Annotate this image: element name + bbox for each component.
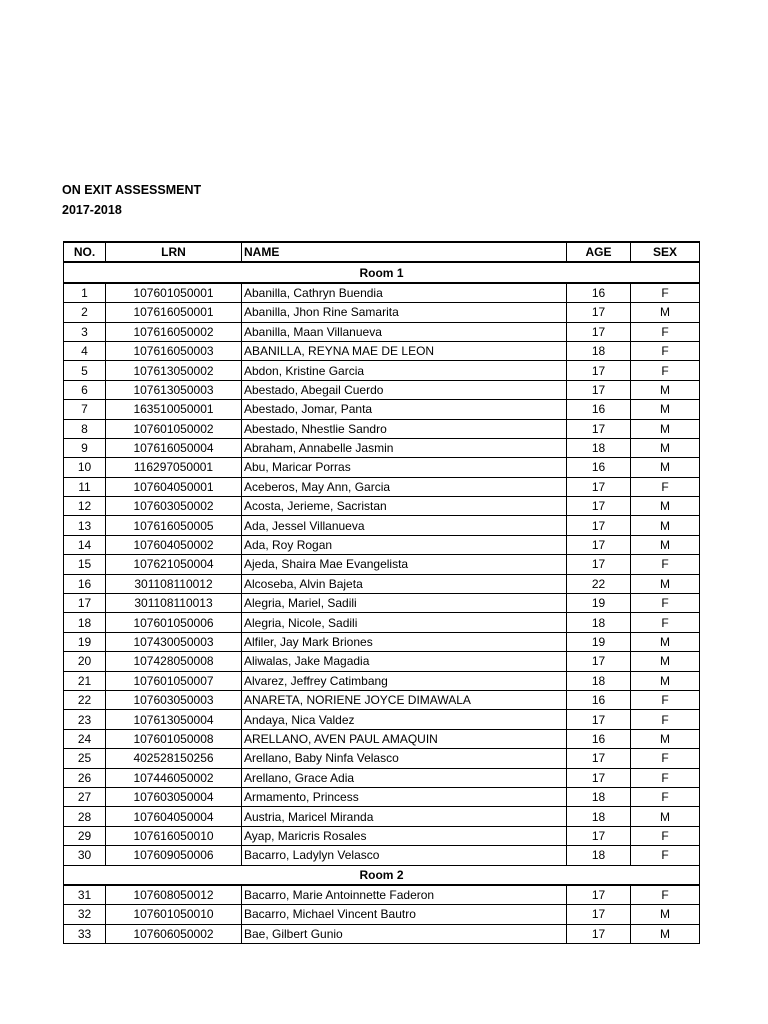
cell-no: 5 bbox=[64, 361, 106, 380]
cell-no: 12 bbox=[64, 497, 106, 516]
cell-age: 17 bbox=[567, 322, 631, 341]
cell-sex: M bbox=[631, 905, 700, 924]
cell-sex: M bbox=[631, 497, 700, 516]
cell-age: 17 bbox=[567, 303, 631, 322]
cell-no: 21 bbox=[64, 671, 106, 690]
table-row bbox=[64, 710, 700, 729]
cell-age: 17 bbox=[567, 885, 631, 905]
cell-age: 18 bbox=[567, 787, 631, 806]
table-row bbox=[64, 419, 700, 438]
cell-name: Alegria, Nicole, Sadili bbox=[242, 613, 567, 632]
cell-age: 16 bbox=[567, 458, 631, 477]
cell-name: Abdon, Kristine Garcia bbox=[242, 361, 567, 380]
table-header-row bbox=[64, 242, 700, 262]
cell-lrn: 107604050004 bbox=[106, 807, 242, 826]
cell-name: Bacarro, Ladylyn Velasco bbox=[242, 846, 567, 865]
cell-age: 17 bbox=[567, 710, 631, 729]
cell-lrn: 107601050007 bbox=[106, 671, 242, 690]
cell-age: 17 bbox=[567, 380, 631, 399]
cell-name: Armamento, Princess bbox=[242, 787, 567, 806]
cell-age: 18 bbox=[567, 671, 631, 690]
table-row bbox=[64, 535, 700, 554]
cell-name: Ada, Jessel Villanueva bbox=[242, 516, 567, 535]
cell-lrn: 301108110012 bbox=[106, 574, 242, 593]
cell-lrn: 107616050010 bbox=[106, 826, 242, 845]
cell-lrn: 107609050006 bbox=[106, 846, 242, 865]
room-header-row bbox=[64, 865, 700, 885]
cell-lrn: 107601050001 bbox=[106, 283, 242, 303]
cell-sex: F bbox=[631, 787, 700, 806]
cell-lrn: 107608050012 bbox=[106, 885, 242, 905]
cell-age: 18 bbox=[567, 613, 631, 632]
cell-no: 16 bbox=[64, 574, 106, 593]
cell-sex: M bbox=[631, 516, 700, 535]
cell-no: 31 bbox=[64, 885, 106, 905]
header-lrn: LRN bbox=[106, 242, 242, 262]
cell-lrn: 107604050002 bbox=[106, 535, 242, 554]
table-body bbox=[64, 262, 700, 943]
cell-name: Aceberos, May Ann, Garcia bbox=[242, 477, 567, 496]
cell-sex: F bbox=[631, 322, 700, 341]
cell-age: 22 bbox=[567, 574, 631, 593]
cell-sex: M bbox=[631, 729, 700, 748]
room-label: Room 1 bbox=[64, 262, 700, 282]
cell-age: 17 bbox=[567, 516, 631, 535]
cell-no: 22 bbox=[64, 690, 106, 709]
cell-name: Abanilla, Maan Villanueva bbox=[242, 322, 567, 341]
cell-sex: M bbox=[631, 419, 700, 438]
cell-age: 17 bbox=[567, 652, 631, 671]
cell-no: 14 bbox=[64, 535, 106, 554]
cell-age: 17 bbox=[567, 826, 631, 845]
cell-no: 13 bbox=[64, 516, 106, 535]
cell-sex: M bbox=[631, 438, 700, 457]
cell-age: 17 bbox=[567, 535, 631, 554]
cell-no: 8 bbox=[64, 419, 106, 438]
table-row bbox=[64, 400, 700, 419]
document-title: ON EXIT ASSESSMENT bbox=[62, 183, 202, 197]
cell-sex: M bbox=[631, 671, 700, 690]
table-row bbox=[64, 749, 700, 768]
cell-age: 17 bbox=[567, 477, 631, 496]
cell-lrn: 107616050004 bbox=[106, 438, 242, 457]
table-row bbox=[64, 497, 700, 516]
cell-sex: F bbox=[631, 885, 700, 905]
cell-age: 17 bbox=[567, 749, 631, 768]
cell-age: 18 bbox=[567, 438, 631, 457]
cell-name: Ajeda, Shaira Mae Evangelista bbox=[242, 555, 567, 574]
cell-sex: F bbox=[631, 477, 700, 496]
cell-no: 24 bbox=[64, 729, 106, 748]
table-row bbox=[64, 729, 700, 748]
table-row bbox=[64, 905, 700, 924]
header-name: NAME bbox=[242, 242, 567, 262]
cell-sex: F bbox=[631, 594, 700, 613]
student-table bbox=[63, 241, 700, 944]
cell-name: Alcoseba, Alvin Bajeta bbox=[242, 574, 567, 593]
cell-sex: F bbox=[631, 613, 700, 632]
cell-name: Abestado, Nhestlie Sandro bbox=[242, 419, 567, 438]
table-row bbox=[64, 322, 700, 341]
cell-sex: M bbox=[631, 652, 700, 671]
cell-no: 6 bbox=[64, 380, 106, 399]
cell-name: Bae, Gilbert Gunio bbox=[242, 924, 567, 943]
cell-age: 19 bbox=[567, 632, 631, 651]
table-row bbox=[64, 516, 700, 535]
cell-lrn: 107601050010 bbox=[106, 905, 242, 924]
table-row bbox=[64, 438, 700, 457]
cell-name: Abestado, Jomar, Panta bbox=[242, 400, 567, 419]
cell-sex: F bbox=[631, 690, 700, 709]
cell-name: Alfiler, Jay Mark Briones bbox=[242, 632, 567, 651]
cell-no: 17 bbox=[64, 594, 106, 613]
cell-name: Acosta, Jerieme, Sacristan bbox=[242, 497, 567, 516]
cell-name: Alegria, Mariel, Sadili bbox=[242, 594, 567, 613]
cell-sex: M bbox=[631, 924, 700, 943]
cell-name: Arellano, Baby Ninfa Velasco bbox=[242, 749, 567, 768]
cell-no: 19 bbox=[64, 632, 106, 651]
cell-no: 20 bbox=[64, 652, 106, 671]
cell-sex: F bbox=[631, 846, 700, 865]
cell-lrn: 402528150256 bbox=[106, 749, 242, 768]
cell-sex: M bbox=[631, 535, 700, 554]
school-year: 2017-2018 bbox=[62, 203, 122, 217]
cell-name: Arellano, Grace Adia bbox=[242, 768, 567, 787]
cell-age: 17 bbox=[567, 419, 631, 438]
cell-no: 33 bbox=[64, 924, 106, 943]
cell-lrn: 107601050006 bbox=[106, 613, 242, 632]
cell-lrn: 107604050001 bbox=[106, 477, 242, 496]
cell-name: Bacarro, Michael Vincent Bautro bbox=[242, 905, 567, 924]
table-row bbox=[64, 361, 700, 380]
cell-lrn: 301108110013 bbox=[106, 594, 242, 613]
cell-lrn: 107603050003 bbox=[106, 690, 242, 709]
table-row bbox=[64, 807, 700, 826]
cell-sex: F bbox=[631, 768, 700, 787]
cell-lrn: 107616050002 bbox=[106, 322, 242, 341]
cell-lrn: 107601050002 bbox=[106, 419, 242, 438]
cell-name: Abestado, Abegail Cuerdo bbox=[242, 380, 567, 399]
table-row bbox=[64, 477, 700, 496]
cell-lrn: 163510050001 bbox=[106, 400, 242, 419]
cell-age: 16 bbox=[567, 400, 631, 419]
cell-name: Alvarez, Jeffrey Catimbang bbox=[242, 671, 567, 690]
cell-name: ABANILLA, REYNA MAE DE LEON bbox=[242, 341, 567, 360]
cell-lrn: 107621050004 bbox=[106, 555, 242, 574]
table-row bbox=[64, 924, 700, 943]
cell-no: 29 bbox=[64, 826, 106, 845]
cell-sex: M bbox=[631, 632, 700, 651]
cell-name: ARELLANO, AVEN PAUL AMAQUIN bbox=[242, 729, 567, 748]
cell-no: 28 bbox=[64, 807, 106, 826]
table-row bbox=[64, 458, 700, 477]
cell-age: 17 bbox=[567, 361, 631, 380]
table-row bbox=[64, 652, 700, 671]
cell-age: 17 bbox=[567, 905, 631, 924]
cell-age: 18 bbox=[567, 846, 631, 865]
cell-name: Bacarro, Marie Antoinnette Faderon bbox=[242, 885, 567, 905]
cell-no: 32 bbox=[64, 905, 106, 924]
cell-no: 23 bbox=[64, 710, 106, 729]
cell-name: Ada, Roy Rogan bbox=[242, 535, 567, 554]
table-row bbox=[64, 283, 700, 303]
cell-age: 17 bbox=[567, 924, 631, 943]
cell-lrn: 107603050004 bbox=[106, 787, 242, 806]
cell-lrn: 107616050005 bbox=[106, 516, 242, 535]
cell-sex: F bbox=[631, 710, 700, 729]
table-row bbox=[64, 885, 700, 905]
header-age: AGE bbox=[567, 242, 631, 262]
cell-no: 1 bbox=[64, 283, 106, 303]
cell-no: 10 bbox=[64, 458, 106, 477]
cell-name: Ayap, Maricris Rosales bbox=[242, 826, 567, 845]
cell-name: Andaya, Nica Valdez bbox=[242, 710, 567, 729]
cell-sex: M bbox=[631, 807, 700, 826]
table-row bbox=[64, 574, 700, 593]
cell-lrn: 107613050003 bbox=[106, 380, 242, 399]
table-row bbox=[64, 594, 700, 613]
table-row bbox=[64, 671, 700, 690]
cell-sex: M bbox=[631, 303, 700, 322]
table-row bbox=[64, 380, 700, 399]
cell-lrn: 107446050002 bbox=[106, 768, 242, 787]
cell-name: Aliwalas, Jake Magadia bbox=[242, 652, 567, 671]
table-row bbox=[64, 341, 700, 360]
table-row bbox=[64, 690, 700, 709]
cell-lrn: 107603050002 bbox=[106, 497, 242, 516]
cell-name: Abu, Maricar Porras bbox=[242, 458, 567, 477]
cell-name: Abraham, Annabelle Jasmin bbox=[242, 438, 567, 457]
cell-lrn: 107601050008 bbox=[106, 729, 242, 748]
table-row bbox=[64, 787, 700, 806]
cell-no: 11 bbox=[64, 477, 106, 496]
cell-lrn: 107616050003 bbox=[106, 341, 242, 360]
cell-lrn: 107428050008 bbox=[106, 652, 242, 671]
cell-age: 16 bbox=[567, 690, 631, 709]
cell-name: Abanilla, Jhon Rine Samarita bbox=[242, 303, 567, 322]
cell-lrn: 107613050002 bbox=[106, 361, 242, 380]
cell-sex: M bbox=[631, 400, 700, 419]
cell-age: 17 bbox=[567, 768, 631, 787]
cell-age: 17 bbox=[567, 497, 631, 516]
cell-sex: F bbox=[631, 361, 700, 380]
cell-age: 18 bbox=[567, 807, 631, 826]
header-no: NO. bbox=[64, 242, 106, 262]
cell-no: 3 bbox=[64, 322, 106, 341]
cell-no: 27 bbox=[64, 787, 106, 806]
table-row bbox=[64, 303, 700, 322]
cell-no: 9 bbox=[64, 438, 106, 457]
cell-name: ANARETA, NORIENE JOYCE DIMAWALA bbox=[242, 690, 567, 709]
cell-no: 30 bbox=[64, 846, 106, 865]
cell-name: Abanilla, Cathryn Buendia bbox=[242, 283, 567, 303]
cell-sex: F bbox=[631, 555, 700, 574]
room-header-row bbox=[64, 262, 700, 282]
cell-sex: M bbox=[631, 458, 700, 477]
table-row bbox=[64, 613, 700, 632]
cell-sex: M bbox=[631, 574, 700, 593]
cell-sex: M bbox=[631, 380, 700, 399]
cell-sex: F bbox=[631, 826, 700, 845]
cell-no: 4 bbox=[64, 341, 106, 360]
cell-name: Austria, Maricel Miranda bbox=[242, 807, 567, 826]
cell-lrn: 116297050001 bbox=[106, 458, 242, 477]
cell-age: 19 bbox=[567, 594, 631, 613]
room-label: Room 2 bbox=[64, 865, 700, 885]
cell-age: 18 bbox=[567, 341, 631, 360]
table-row bbox=[64, 846, 700, 865]
cell-no: 15 bbox=[64, 555, 106, 574]
cell-no: 18 bbox=[64, 613, 106, 632]
cell-sex: F bbox=[631, 749, 700, 768]
table-row bbox=[64, 826, 700, 845]
cell-lrn: 107606050002 bbox=[106, 924, 242, 943]
cell-lrn: 107430050003 bbox=[106, 632, 242, 651]
cell-age: 16 bbox=[567, 729, 631, 748]
cell-no: 25 bbox=[64, 749, 106, 768]
cell-lrn: 107616050001 bbox=[106, 303, 242, 322]
cell-lrn: 107613050004 bbox=[106, 710, 242, 729]
cell-sex: F bbox=[631, 341, 700, 360]
cell-no: 26 bbox=[64, 768, 106, 787]
table-row bbox=[64, 768, 700, 787]
cell-no: 7 bbox=[64, 400, 106, 419]
cell-age: 16 bbox=[567, 283, 631, 303]
table-row bbox=[64, 555, 700, 574]
table-row bbox=[64, 632, 700, 651]
header-sex: SEX bbox=[631, 242, 700, 262]
cell-age: 17 bbox=[567, 555, 631, 574]
cell-sex: F bbox=[631, 283, 700, 303]
cell-no: 2 bbox=[64, 303, 106, 322]
